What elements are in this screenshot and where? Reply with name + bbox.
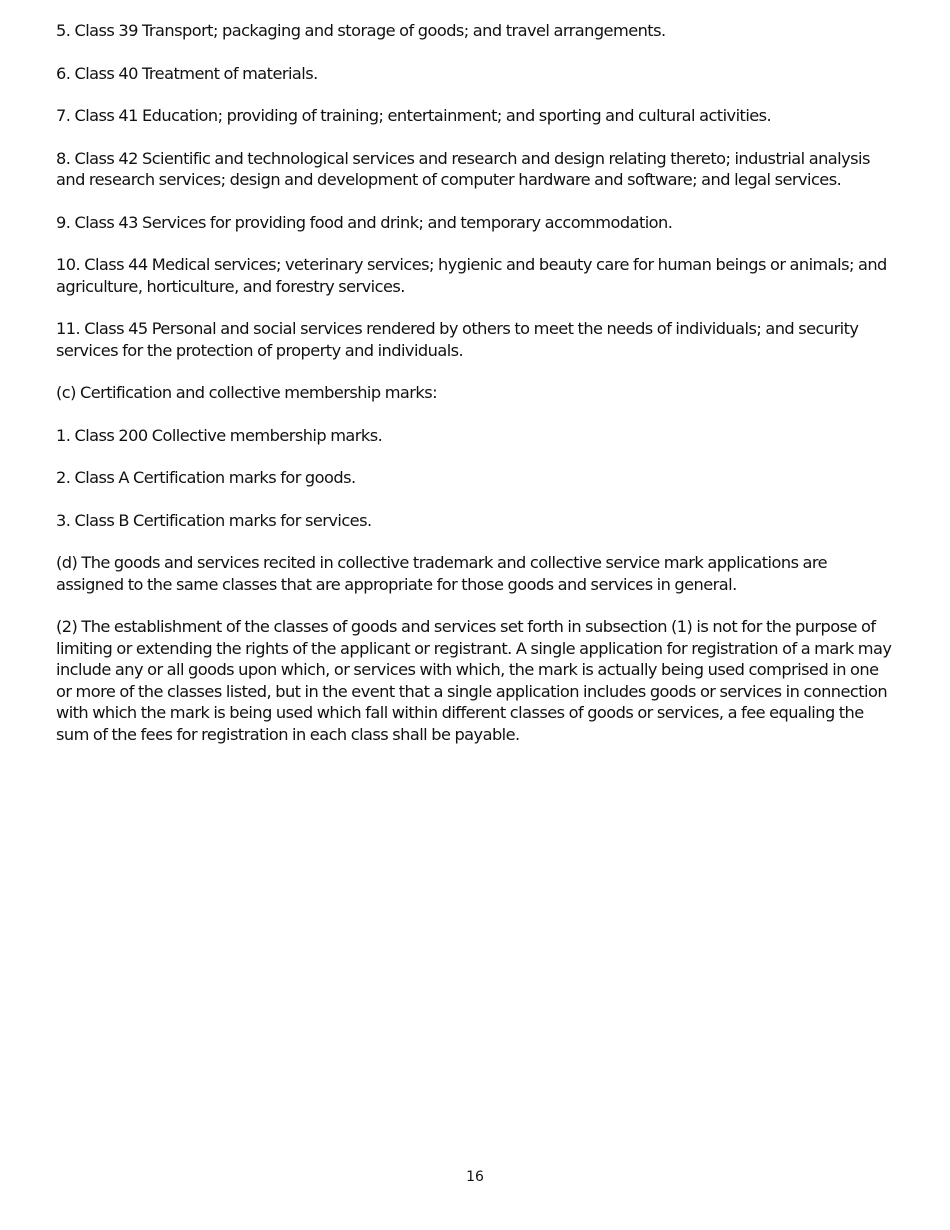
paragraph-class-a: 2. Class A Certification marks for goods. <box>56 468 356 487</box>
paragraph-class-41: 7. Class 41 Education; providing of training; entertainment; and sporting and cultural activities. <box>56 106 772 125</box>
page-number: 16 <box>466 1169 484 1185</box>
paragraph-class-b: 3. Class B Certification marks for services. <box>56 510 372 530</box>
paragraph-class-44: 10. Class 44 Medical services; veterinary services; hygienic and beauty care for human beings or animals; and agriculture, horticulture, and forestry services. <box>56 255 887 296</box>
paragraph-certification-heading: (c) Certification and collective membership marks: <box>56 383 437 402</box>
paragraph-subsection-d: (d) The goods and services recited in collective trademark and collective service mark applications are assigned to the same classes that are appropriate for those goods and services in general. <box>56 553 828 594</box>
paragraph-class-39: 5. Class 39 Transport; packaging and storage of goods; and travel arrangements. <box>56 21 666 40</box>
paragraph-class-42: 8. Class 42 Scientific and technological services and research and design relating thereto; industrial analysis and research services; design and development of computer hardware and software; and legal services. <box>56 148 870 189</box>
paragraph-class-43: 9. Class 43 Services for providing food and drink; and temporary accommodation. <box>56 212 673 232</box>
paragraph-class-40: 6. Class 40 Treatment of materials. <box>56 63 318 83</box>
paragraph-class-45: 11. Class 45 Personal and social services rendered by others to meet the needs of individuals; and security services for the protection of property and individuals. <box>56 319 859 360</box>
paragraph-subsection-2: (2) The establishment of the classes of goods and services set forth in subsection (1) is not for the purpose of limiting or extending the rights of the applicant or registrant. A single application for registration of a mark may include any or all goods upon which, or services with which, the mark is actually being used comprised in one or more of the classes listed, but in the event that a single application includes goods or services in connection with which the mark is being used which fall within different classes of goods or services, a fee equaling the sum of the fees for registration in each class shall be payable. <box>56 617 892 744</box>
paragraph-class-200: 1. Class 200 Collective membership marks. <box>56 425 383 445</box>
document-page <box>56 20 896 766</box>
